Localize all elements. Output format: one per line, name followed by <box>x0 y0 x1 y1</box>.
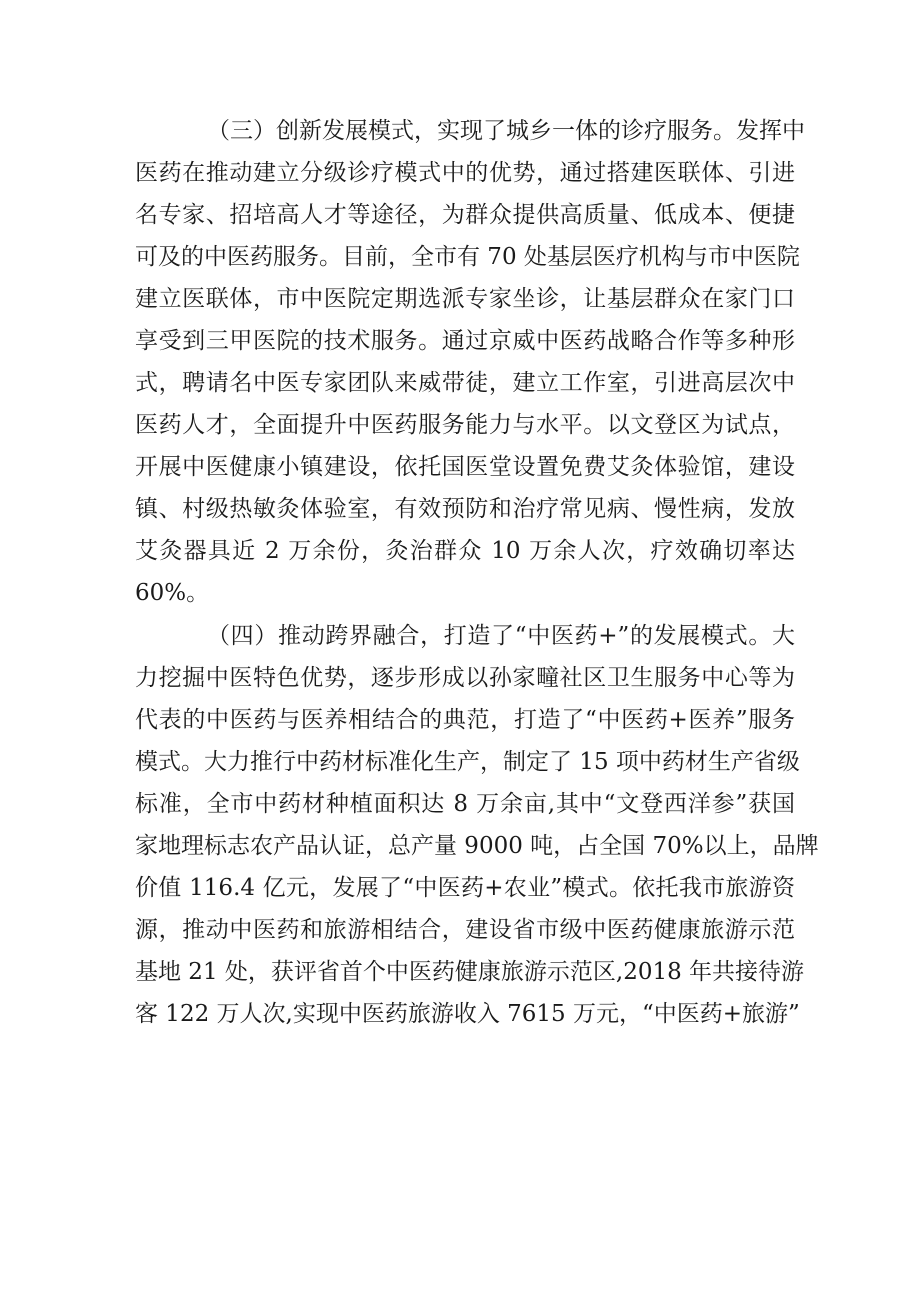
paragraph-2-line-1: （四）推动跨界融合，打造了“中医药+”的发展模式。大 <box>207 623 795 649</box>
paragraph-1-line-1: （三）创新发展模式，实现了城乡一体的诊疗服务。发挥中 <box>207 118 805 144</box>
paragraph-1-line-9: 开展中医健康小镇建设，依托国医堂设置免费艾灸体验馆，建设 <box>135 454 795 480</box>
paragraph-2-line-2: 力挖掘中医特色优势，逐步形成以孙家疃社区卫生服务中心等为 <box>135 665 795 691</box>
paragraph-2-line-5: 标准，全市中药材种植面积达 8 万余亩,其中“文登西洋参”获国 <box>135 791 795 817</box>
paragraph-2-line-3: 代表的中医药与医养相结合的典范，打造了“中医药+医养”服务 <box>135 707 795 733</box>
paragraph-2-line-9: 基地 21 处，获评省首个中医药健康旅游示范区,2018 年共接待游 <box>135 959 805 985</box>
paragraph-2-line-8: 源，推动中医药和旅游相结合，建设省市级中医药健康旅游示范 <box>135 917 795 943</box>
paragraph-1-line-11: 艾灸器具近 2 万余份，灸治群众 10 万余人次，疗效确切率达 <box>135 538 795 564</box>
paragraph-1-line-12: 60%。 <box>135 580 210 606</box>
paragraph-1-line-2: 医药在推动建立分级诊疗模式中的优势，通过搭建医联体、引进 <box>135 160 795 186</box>
paragraph-2-line-7: 价值 116.4 亿元，发展了“中医药+农业”模式。依托我市旅游资 <box>135 875 795 901</box>
paragraph-1-line-10: 镇、村级热敏灸体验室，有效预防和治疗常见病、慢性病，发放 <box>135 496 795 522</box>
paragraph-2-line-10: 客 122 万人次,实现中医药旅游收入 7615 万元，“中医药+旅游” <box>135 1001 800 1027</box>
paragraph-2-line-6: 家地理标志农产品认证，总产量 9000 吨，占全国 70%以上，品牌 <box>135 833 819 859</box>
paragraph-1-line-3: 名专家、招培高人才等途径，为群众提供高质量、低成本、便捷 <box>135 202 795 228</box>
paragraph-1-line-4: 可及的中医药服务。目前，全市有 70 处基层医疗机构与市中医院 <box>135 244 800 270</box>
paragraph-1-line-6: 享受到三甲医院的技术服务。通过京威中医药战略合作等多种形 <box>135 328 795 354</box>
paragraph-1-line-5: 建立医联体，市中医院定期选派专家坐诊，让基层群众在家门口 <box>135 286 795 312</box>
paragraph-1-line-7: 式，聘请名中医专家团队来威带徒，建立工作室，引进高层次中 <box>135 370 795 396</box>
paragraph-1-line-8: 医药人才，全面提升中医药服务能力与水平。以文登区为试点， <box>135 412 795 438</box>
paragraph-2-line-4: 模式。大力推行中药材标准化生产，制定了 15 项中药材生产省级 <box>135 749 800 775</box>
